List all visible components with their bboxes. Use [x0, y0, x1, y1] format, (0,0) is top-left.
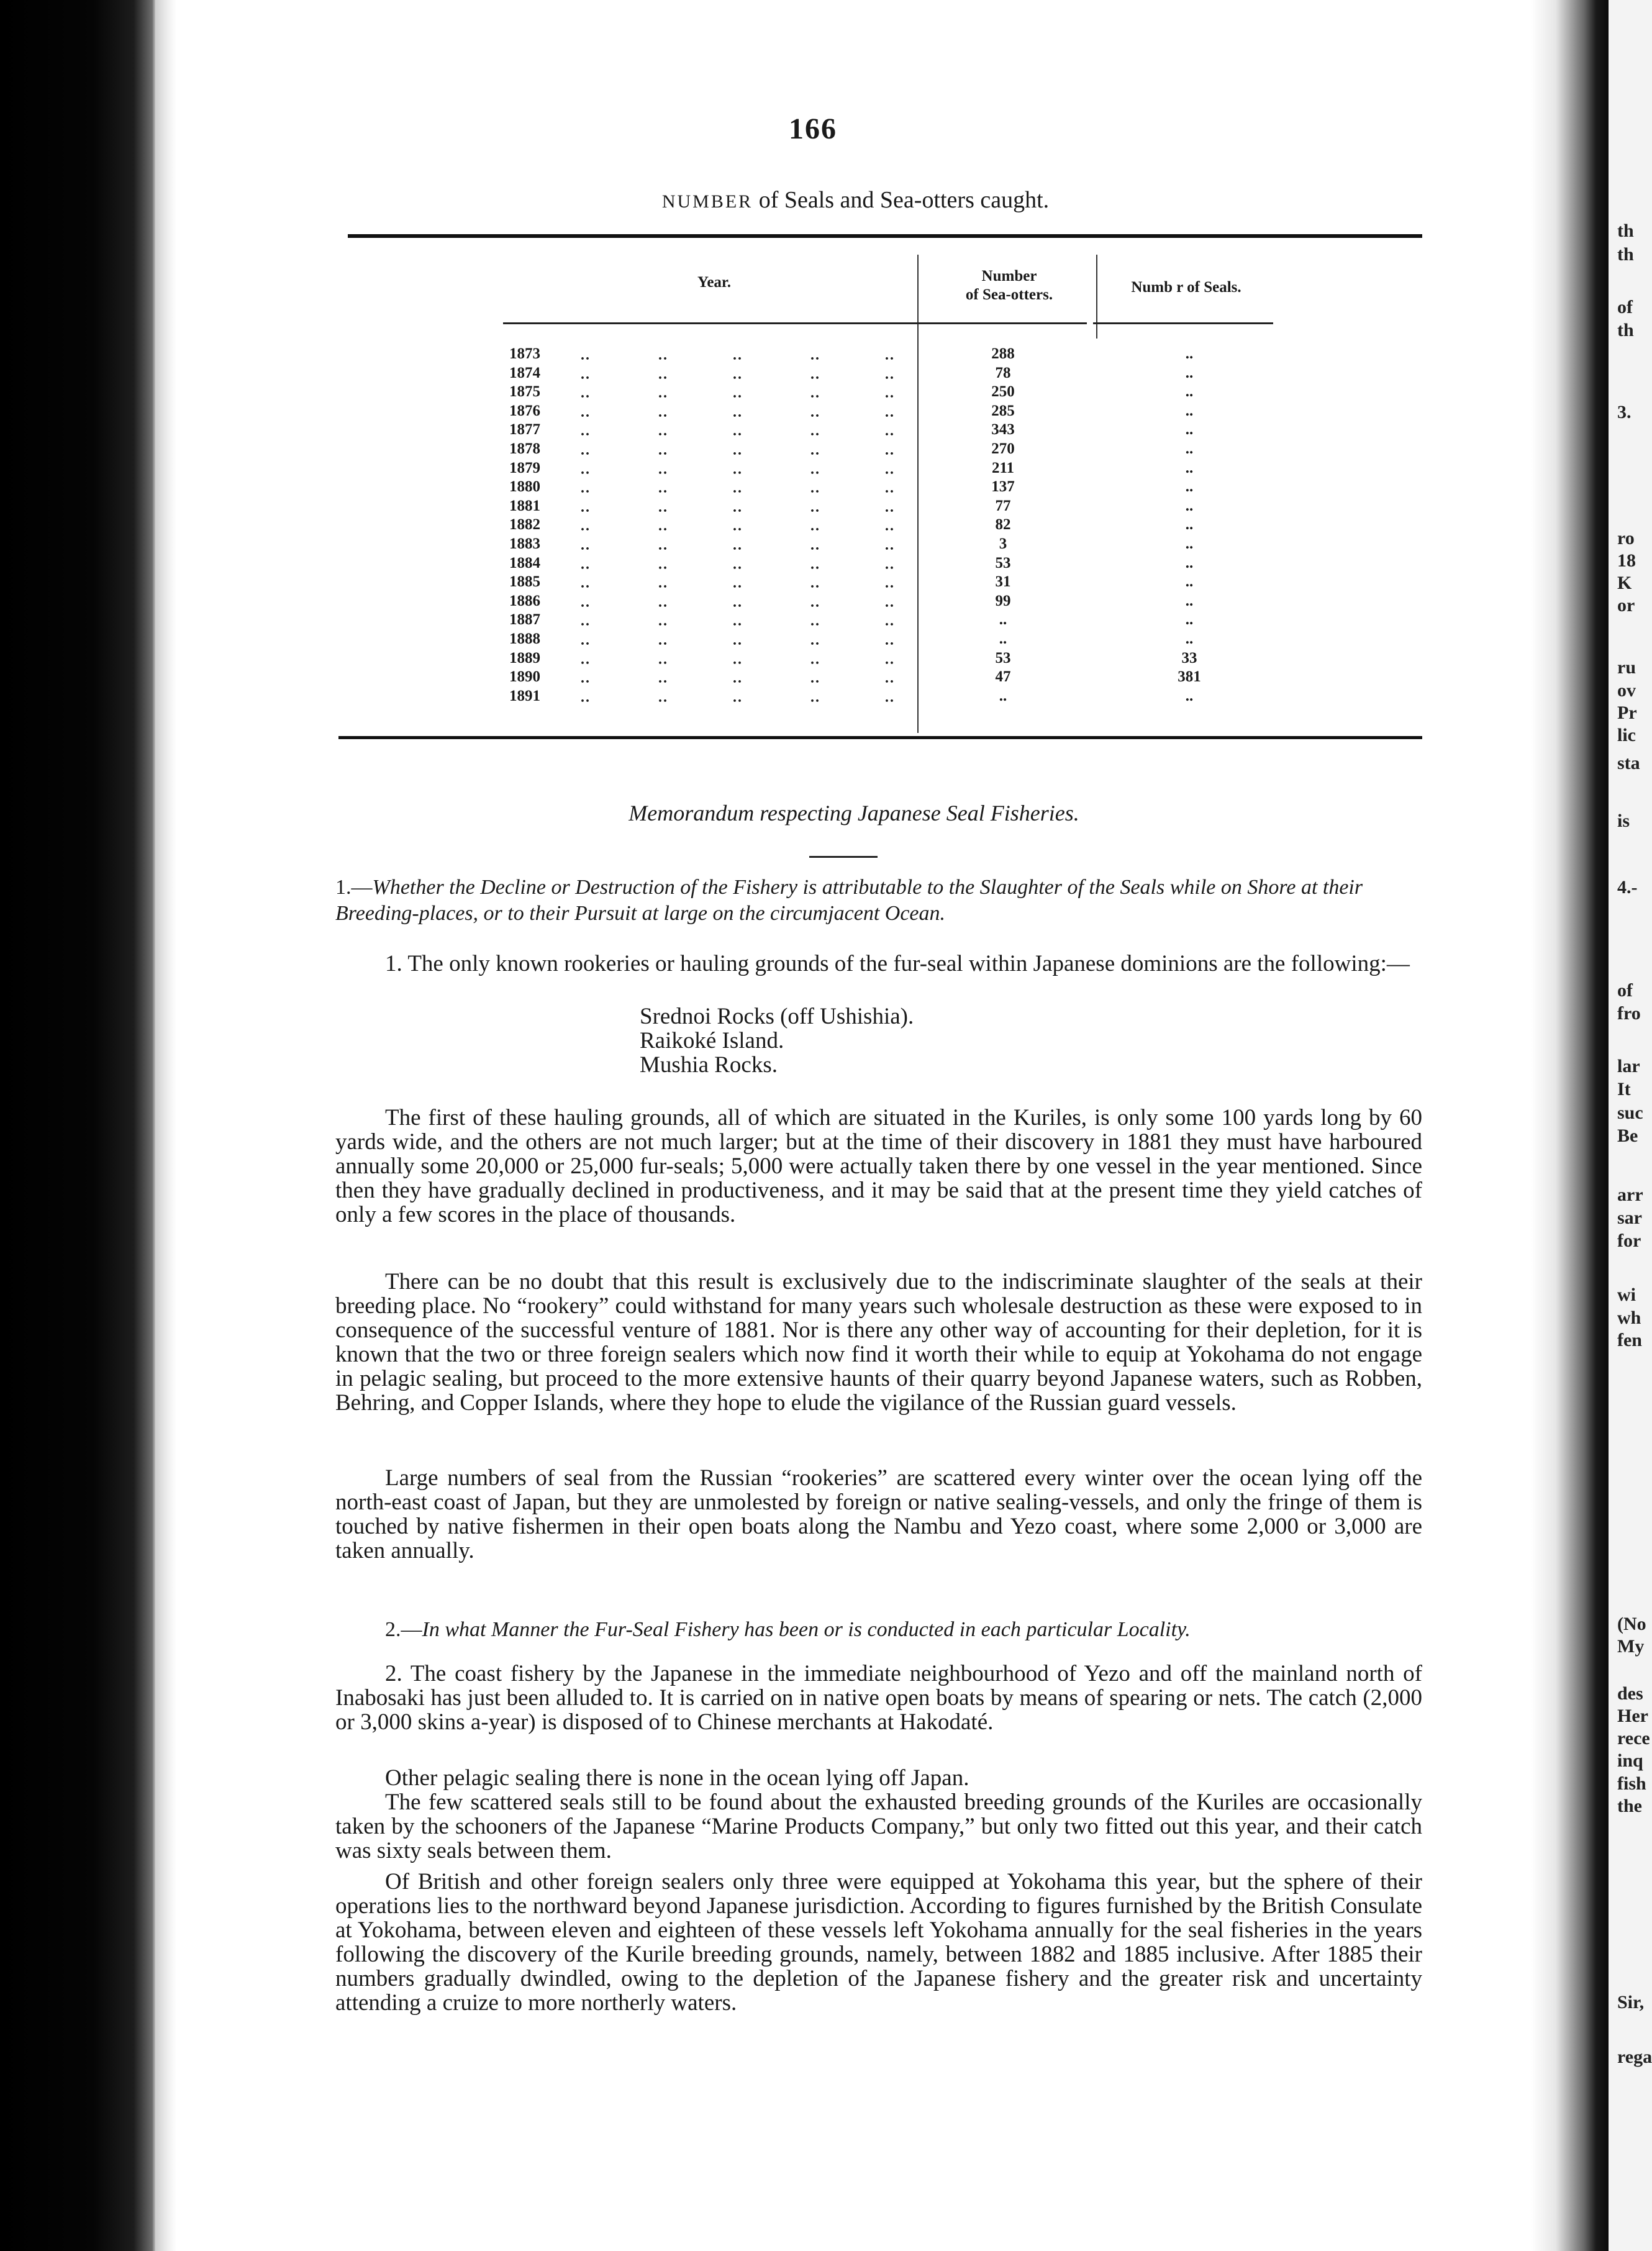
leader-dot: ..: [658, 632, 668, 648]
facing-page-fragment: rega: [1617, 2047, 1652, 2067]
year-cell: 1891: [509, 687, 540, 704]
table-row: [497, 402, 1242, 421]
facing-page-fragment: or: [1617, 595, 1635, 616]
facing-page-fragment: ro: [1617, 528, 1635, 548]
leader-dot: ..: [733, 689, 743, 706]
leader-dot: ..: [810, 423, 820, 440]
leader-dot: ..: [581, 461, 591, 478]
table-row: [497, 440, 1242, 459]
year-cell: 1875: [509, 383, 540, 401]
facing-page-fragment: It: [1617, 1079, 1631, 1099]
otters-cell: ..: [999, 687, 1007, 704]
seals-cell: ..: [1185, 516, 1194, 534]
paragraph-russian-rookeries-text: Large numbers of seal from the Russian “rookeries” are scattered every winter over the ocean lying off the north-east coast of Japan, but they are unmolested by foreign or native sealing-vessels, and only the fringe of them is touched by native fishermen in their open boats along the Nambu and Yezo coast, where some 2,000 or 3,000 are taken annually.: [335, 1465, 1422, 1563]
seals-cell: ..: [1185, 459, 1194, 476]
otters-cell: 288: [991, 345, 1015, 362]
leader-dot: ..: [733, 347, 743, 363]
facing-page-fragment: ru: [1617, 657, 1636, 678]
leader-dot: ..: [733, 575, 743, 592]
seals-cell: ..: [1185, 687, 1194, 704]
leader-dot: ..: [733, 442, 743, 458]
otters-cell: ..: [999, 611, 1007, 629]
facing-page-fragment: Pr: [1617, 703, 1637, 723]
seals-cell: ..: [1185, 630, 1194, 647]
table-row: [497, 649, 1242, 668]
facing-page-fragment: Her: [1617, 1706, 1648, 1726]
leader-dot: ..: [810, 480, 820, 497]
leader-dot: ..: [581, 689, 591, 706]
leader-dot: ..: [581, 651, 591, 668]
leader-dot: ..: [733, 480, 743, 497]
paragraph-hauling-grounds-text: The first of these hauling grounds, all of which are situated in the Kuriles, is only some 100 yards long by 60 yards wide, and the others are not much larger; but at the time of their discovery in 1881 they must have harboured annually some 20,000 or 25,000 fur-seals; 5,000 were actually taken there by one vessel in the year mentioned. Since then they have gradually declined in productiveness, and it may be said that at the present time they yield catches of only a few scores in the place of thousands.: [335, 1105, 1422, 1227]
facing-page-fragment: suc: [1617, 1103, 1643, 1123]
leader-dot: ..: [733, 594, 743, 611]
seals-cell: ..: [1185, 345, 1194, 362]
col-header-year: Year.: [697, 274, 731, 291]
seals-cell: ..: [1185, 611, 1194, 629]
facing-page-fragment: rece: [1617, 1728, 1650, 1749]
leader-dot: ..: [810, 518, 820, 535]
leader-dot: ..: [885, 385, 895, 402]
facing-page-fragment: of: [1617, 980, 1633, 1001]
leader-dot: ..: [581, 423, 591, 440]
leader-dot: ..: [581, 670, 591, 687]
otters-cell: 53: [995, 554, 1011, 571]
table-row: [497, 345, 1242, 364]
table-title-rest: of Seals and Sea-otters caught.: [753, 187, 1050, 213]
leader-dot: ..: [733, 461, 743, 478]
year-cell: 1890: [509, 668, 540, 686]
page-number: 166: [789, 112, 837, 145]
leader-dot: ..: [885, 689, 895, 706]
leader-dot: ..: [810, 404, 820, 421]
leader-dot: ..: [810, 499, 820, 516]
year-cell: 1877: [509, 421, 540, 439]
facing-page-fragment: Sir,: [1617, 1992, 1645, 2012]
header-underline: [503, 322, 932, 324]
leader-dot: ..: [885, 575, 895, 592]
leader-dot: ..: [581, 385, 591, 402]
otters-cell: 137: [991, 478, 1015, 496]
leader-dot: ..: [810, 689, 820, 706]
question-1-number: 1.—: [335, 876, 373, 899]
year-cell: 1874: [509, 364, 540, 381]
facing-page-fragment: th: [1617, 244, 1634, 265]
year-cell: 1886: [509, 592, 540, 609]
leader-dot: ..: [810, 556, 820, 573]
facing-page-fragment: of: [1617, 297, 1633, 317]
table-bottom-rule: [338, 736, 1422, 739]
leader-dot: ..: [810, 651, 820, 668]
otters-cell: 285: [991, 402, 1015, 419]
leader-dot: ..: [658, 689, 668, 706]
leader-dot: ..: [658, 366, 668, 383]
facing-page-fragment: fish: [1617, 1773, 1646, 1794]
facing-page-fragment: inq: [1617, 1750, 1643, 1771]
year-cell: 1885: [509, 573, 540, 591]
leader-dot: ..: [810, 442, 820, 458]
col-header-otters-line2: of Sea-otters.: [965, 286, 1053, 303]
leader-dot: ..: [658, 575, 668, 592]
leader-dot: ..: [658, 518, 668, 535]
leader-dot: ..: [733, 670, 743, 687]
question-2: [335, 1617, 1416, 1643]
year-cell: 1873: [509, 345, 540, 362]
leader-dot: ..: [658, 385, 668, 402]
leader-dot: ..: [810, 575, 820, 592]
leader-dot: ..: [733, 499, 743, 516]
table-top-rule: [348, 234, 1422, 238]
table-row: [497, 364, 1242, 383]
otters-cell: 77: [995, 497, 1011, 514]
facing-page-fragment: the: [1617, 1796, 1642, 1816]
paragraph-pelagic: [335, 1766, 1422, 1790]
leader-dot: ..: [658, 442, 668, 458]
leader-dot: ..: [658, 423, 668, 440]
leader-dot: ..: [733, 613, 743, 630]
facing-page-fragment: fro: [1617, 1003, 1641, 1024]
rookery-item: Srednoi Rocks (off Ushishia).: [640, 1004, 914, 1029]
leader-dot: ..: [810, 613, 820, 630]
leader-dot: ..: [885, 461, 895, 478]
scan-left-border: [0, 0, 155, 2251]
table-row: [497, 630, 1242, 649]
facing-page-fragment: des: [1617, 1683, 1643, 1704]
leader-dot: ..: [885, 556, 895, 573]
table-row: [497, 478, 1242, 497]
facing-page-fragment: th: [1617, 320, 1634, 340]
paragraph-coast-fishery: [335, 1662, 1422, 1734]
facing-page-fragment: wi: [1617, 1285, 1636, 1305]
table-row: [497, 535, 1242, 554]
leader-dot: ..: [885, 442, 895, 458]
paragraph-coast-fishery-text: 2. The coast fishery by the Japanese in the immediate neighbourhood of Yezo and off the mainland north of Inabosaki has just been alluded to. It is carried on in native open boats by means of spearing or nets. The catch (2,000 or 3,000 skins a-year) is disposed of to Chinese merchants at Hakodaté.: [335, 1661, 1422, 1735]
leader-dot: ..: [658, 404, 668, 421]
leader-dot: ..: [581, 518, 591, 535]
year-cell: 1887: [509, 611, 540, 629]
leader-dot: ..: [658, 537, 668, 553]
otters-cell: 270: [991, 440, 1015, 457]
leader-dot: ..: [581, 366, 591, 383]
facing-page-fragment: sar: [1617, 1207, 1642, 1228]
facing-page-fragment: sta: [1617, 753, 1640, 773]
leader-dot: ..: [658, 499, 668, 516]
table-row: [497, 687, 1242, 706]
paragraph-1-intro: [335, 952, 1422, 976]
paragraph-1-intro-text: 1. The only known rookeries or hauling grounds of the fur-seal within Japanese dominions are the following:—: [385, 951, 1410, 976]
leader-dot: ..: [885, 613, 895, 630]
leader-dot: ..: [581, 575, 591, 592]
leader-dot: ..: [885, 594, 895, 611]
facing-page-fragment: ov: [1617, 680, 1636, 701]
leader-dot: ..: [810, 385, 820, 402]
paragraph-hauling-grounds: [335, 1106, 1422, 1227]
facing-page-fragment: th: [1617, 221, 1634, 241]
seals-cell: ..: [1185, 383, 1194, 401]
leader-dot: ..: [733, 651, 743, 668]
year-cell: 1888: [509, 630, 540, 647]
leader-dot: ..: [581, 442, 591, 458]
leader-dot: ..: [658, 670, 668, 687]
facing-page-fragment: My: [1617, 1636, 1645, 1657]
otters-cell: 343: [991, 421, 1015, 439]
leader-dot: ..: [810, 366, 820, 383]
otters-cell: 47: [995, 668, 1011, 686]
facing-page-edge: [1609, 0, 1652, 2251]
facing-page-fragment: arr: [1617, 1185, 1643, 1205]
table-row: [497, 554, 1242, 573]
leader-dot: ..: [810, 670, 820, 687]
leader-dot: ..: [885, 480, 895, 497]
header-underline: [1093, 322, 1273, 324]
seals-cell: ..: [1185, 364, 1194, 381]
seal-otter-table-body: [497, 345, 1242, 706]
book-gutter: [1531, 0, 1609, 2251]
leader-dot: ..: [658, 594, 668, 611]
leader-dot: ..: [658, 556, 668, 573]
leader-dot: ..: [581, 613, 591, 630]
leader-dot: ..: [733, 423, 743, 440]
year-cell: 1878: [509, 440, 540, 457]
leader-dot: ..: [581, 404, 591, 421]
paragraph-pelagic-text: Other pelagic sealing there is none in the ocean lying off Japan.: [385, 1765, 969, 1791]
year-cell: 1884: [509, 554, 540, 571]
facing-page-fragment: Be: [1617, 1126, 1638, 1146]
year-cell: 1880: [509, 478, 540, 496]
facing-page-fragment: lar: [1617, 1056, 1640, 1076]
paragraph-russian-rookeries: [335, 1466, 1422, 1563]
scan-left-shadow: [155, 0, 176, 2251]
facing-page-fragment: 18: [1617, 550, 1636, 571]
leader-dot: ..: [885, 670, 895, 687]
leader-dot: ..: [885, 499, 895, 516]
leader-dot: ..: [658, 651, 668, 668]
otters-cell: 53: [995, 649, 1011, 666]
leader-dot: ..: [810, 461, 820, 478]
facing-page-fragment: wh: [1617, 1307, 1641, 1328]
table-row: [497, 573, 1242, 592]
facing-page-fragment: K: [1617, 573, 1632, 593]
table-row: [497, 592, 1242, 611]
paragraph-slaughter-text: There can be no doubt that this result is exclusively due to the indiscriminate slaughter of the seals at their breeding place. No “rookery” could withstand for many years such wholesale destruction as these were exposed to in consequence of the successful venture of 1881. Nor is there any other way of accounting for their depletion, for it is known that the two or three foreign sealers which now find it worth their while to equip at Yokohama do not engage in pelagic sealing, but proceed to the more extensive haunts of their quarry beyond Japanese waters, such as Robben, Behring, and Copper Islands, where they hope to elude the vigilance of the Russian guard vessels.: [335, 1269, 1422, 1416]
leader-dot: ..: [810, 347, 820, 363]
col-header-otters-line1: Number: [981, 268, 1037, 284]
leader-dot: ..: [885, 518, 895, 535]
year-cell: 1879: [509, 459, 540, 476]
seals-cell: ..: [1185, 478, 1194, 496]
seals-cell: 33: [1181, 649, 1197, 666]
leader-dot: ..: [658, 461, 668, 478]
year-cell: 1889: [509, 649, 540, 666]
seals-cell: ..: [1185, 554, 1194, 571]
leader-dot: ..: [885, 404, 895, 421]
table-title-smallcaps: NUMBER: [661, 191, 753, 212]
leader-dot: ..: [733, 404, 743, 421]
otters-cell: 3: [999, 535, 1007, 552]
facing-page-fragment: 4.-: [1617, 877, 1638, 898]
leader-dot: ..: [581, 594, 591, 611]
leader-dot: ..: [658, 613, 668, 630]
memo-title: Memorandum respecting Japanese Seal Fisheries.: [629, 801, 1079, 825]
leader-dot: ..: [810, 537, 820, 553]
otters-cell: 99: [995, 592, 1011, 609]
leader-dot: ..: [733, 385, 743, 402]
seals-cell: ..: [1185, 497, 1194, 514]
leader-dot: ..: [885, 651, 895, 668]
leader-dot: ..: [733, 518, 743, 535]
year-cell: 1881: [509, 497, 540, 514]
table-row: [497, 611, 1242, 630]
table-row: [497, 421, 1242, 440]
rookery-item: Raikoké Island.: [640, 1028, 784, 1053]
seals-cell: ..: [1185, 573, 1194, 591]
rookeries-list: [640, 1004, 914, 1077]
column-divider: [1096, 255, 1097, 339]
leader-dot: ..: [581, 632, 591, 648]
otters-cell: 82: [995, 516, 1011, 534]
leader-dot: ..: [733, 537, 743, 553]
leader-dot: ..: [810, 632, 820, 648]
leader-dot: ..: [581, 347, 591, 363]
paragraph-slaughter: [335, 1270, 1422, 1415]
year-cell: 1882: [509, 516, 540, 534]
facing-page-fragment: lic: [1617, 725, 1636, 745]
paragraph-kurile-seals-text: The few scattered seals still to be found about the exhausted breeding grounds of the Kuriles are occasionally taken by the schooners of the Japanese “Marine Products Company,” but only two fitted out this year, and their catch was sixty seals between them.: [335, 1789, 1422, 1863]
table-row: [497, 459, 1242, 478]
facing-page-fragment: fen: [1617, 1330, 1642, 1350]
table-row: [497, 516, 1242, 535]
leader-dot: ..: [581, 499, 591, 516]
seals-cell: ..: [1185, 402, 1194, 419]
question-2-text: In what Manner the Fur-Seal Fishery has been or is conducted in each particular Locality.: [422, 1618, 1191, 1641]
col-header-seals: Numb r of Seals.: [1131, 279, 1241, 296]
leader-dot: ..: [581, 556, 591, 573]
leader-dot: ..: [581, 480, 591, 497]
table-title: [338, 186, 1373, 214]
paragraph-foreign-sealers-text: Of British and other foreign sealers only three were equipped at Yokohama this year, but the sphere of their operations lies to the northward beyond Japanese jurisdiction. According to figures furnished by the British Consulate at Yokohama, between eleven and eighteen of these vessels left Yokohama annually for the seal fisheries in the years following the discovery of the Kurile breeding grounds, namely, between 1882 and 1885 inclusive. After 1885 their numbers gradually dwindled, owing to the depletion of the Japanese fishery and the greater risk and uncertainty attending a cruize to more northerly waters.: [335, 1869, 1422, 2016]
question-1: [335, 875, 1416, 927]
leader-dot: ..: [885, 366, 895, 383]
seals-cell: ..: [1185, 421, 1194, 439]
leader-dot: ..: [810, 594, 820, 611]
table-row: [497, 668, 1242, 687]
facing-page-fragment: for: [1617, 1230, 1641, 1251]
seals-cell: ..: [1185, 440, 1194, 457]
leader-dot: ..: [658, 480, 668, 497]
seals-cell: ..: [1185, 592, 1194, 609]
paragraph-foreign-sealers: [335, 1870, 1422, 2015]
leader-dot: ..: [733, 366, 743, 383]
otters-cell: 31: [995, 573, 1011, 591]
seals-cell: 381: [1178, 668, 1201, 686]
leader-dot: ..: [885, 423, 895, 440]
paragraph-kurile-seals: [335, 1790, 1422, 1863]
rookery-item: Mushia Rocks.: [640, 1052, 778, 1078]
leader-dot: ..: [885, 537, 895, 553]
facing-page-fragment: is: [1617, 811, 1630, 831]
header-underline: [932, 322, 1087, 324]
otters-cell: 78: [995, 364, 1011, 381]
year-cell: 1876: [509, 402, 540, 419]
leader-dot: ..: [885, 632, 895, 648]
otters-cell: 211: [991, 459, 1015, 476]
otters-cell: ..: [999, 630, 1007, 647]
leader-dot: ..: [581, 537, 591, 553]
table-row: [497, 383, 1242, 402]
memo-title-rule: [809, 856, 878, 858]
leader-dot: ..: [885, 347, 895, 363]
year-cell: 1883: [509, 535, 540, 552]
facing-page-fragment: (No: [1617, 1614, 1646, 1634]
seals-cell: ..: [1185, 535, 1194, 552]
otters-cell: 250: [991, 383, 1015, 401]
question-2-number: 2.—: [385, 1618, 422, 1641]
col-header-otters: [919, 267, 1099, 304]
table-row: [497, 497, 1242, 516]
facing-page-fragment: 3.: [1617, 402, 1632, 422]
leader-dot: ..: [658, 347, 668, 363]
leader-dot: ..: [733, 556, 743, 573]
leader-dot: ..: [733, 632, 743, 648]
question-1-text: Whether the Decline or Destruction of the Fishery is attributable to the Slaughter of the Seals while on Shore at their Breeding-places, or to their Pursuit at large on the circumjacent Ocean.: [335, 876, 1363, 925]
